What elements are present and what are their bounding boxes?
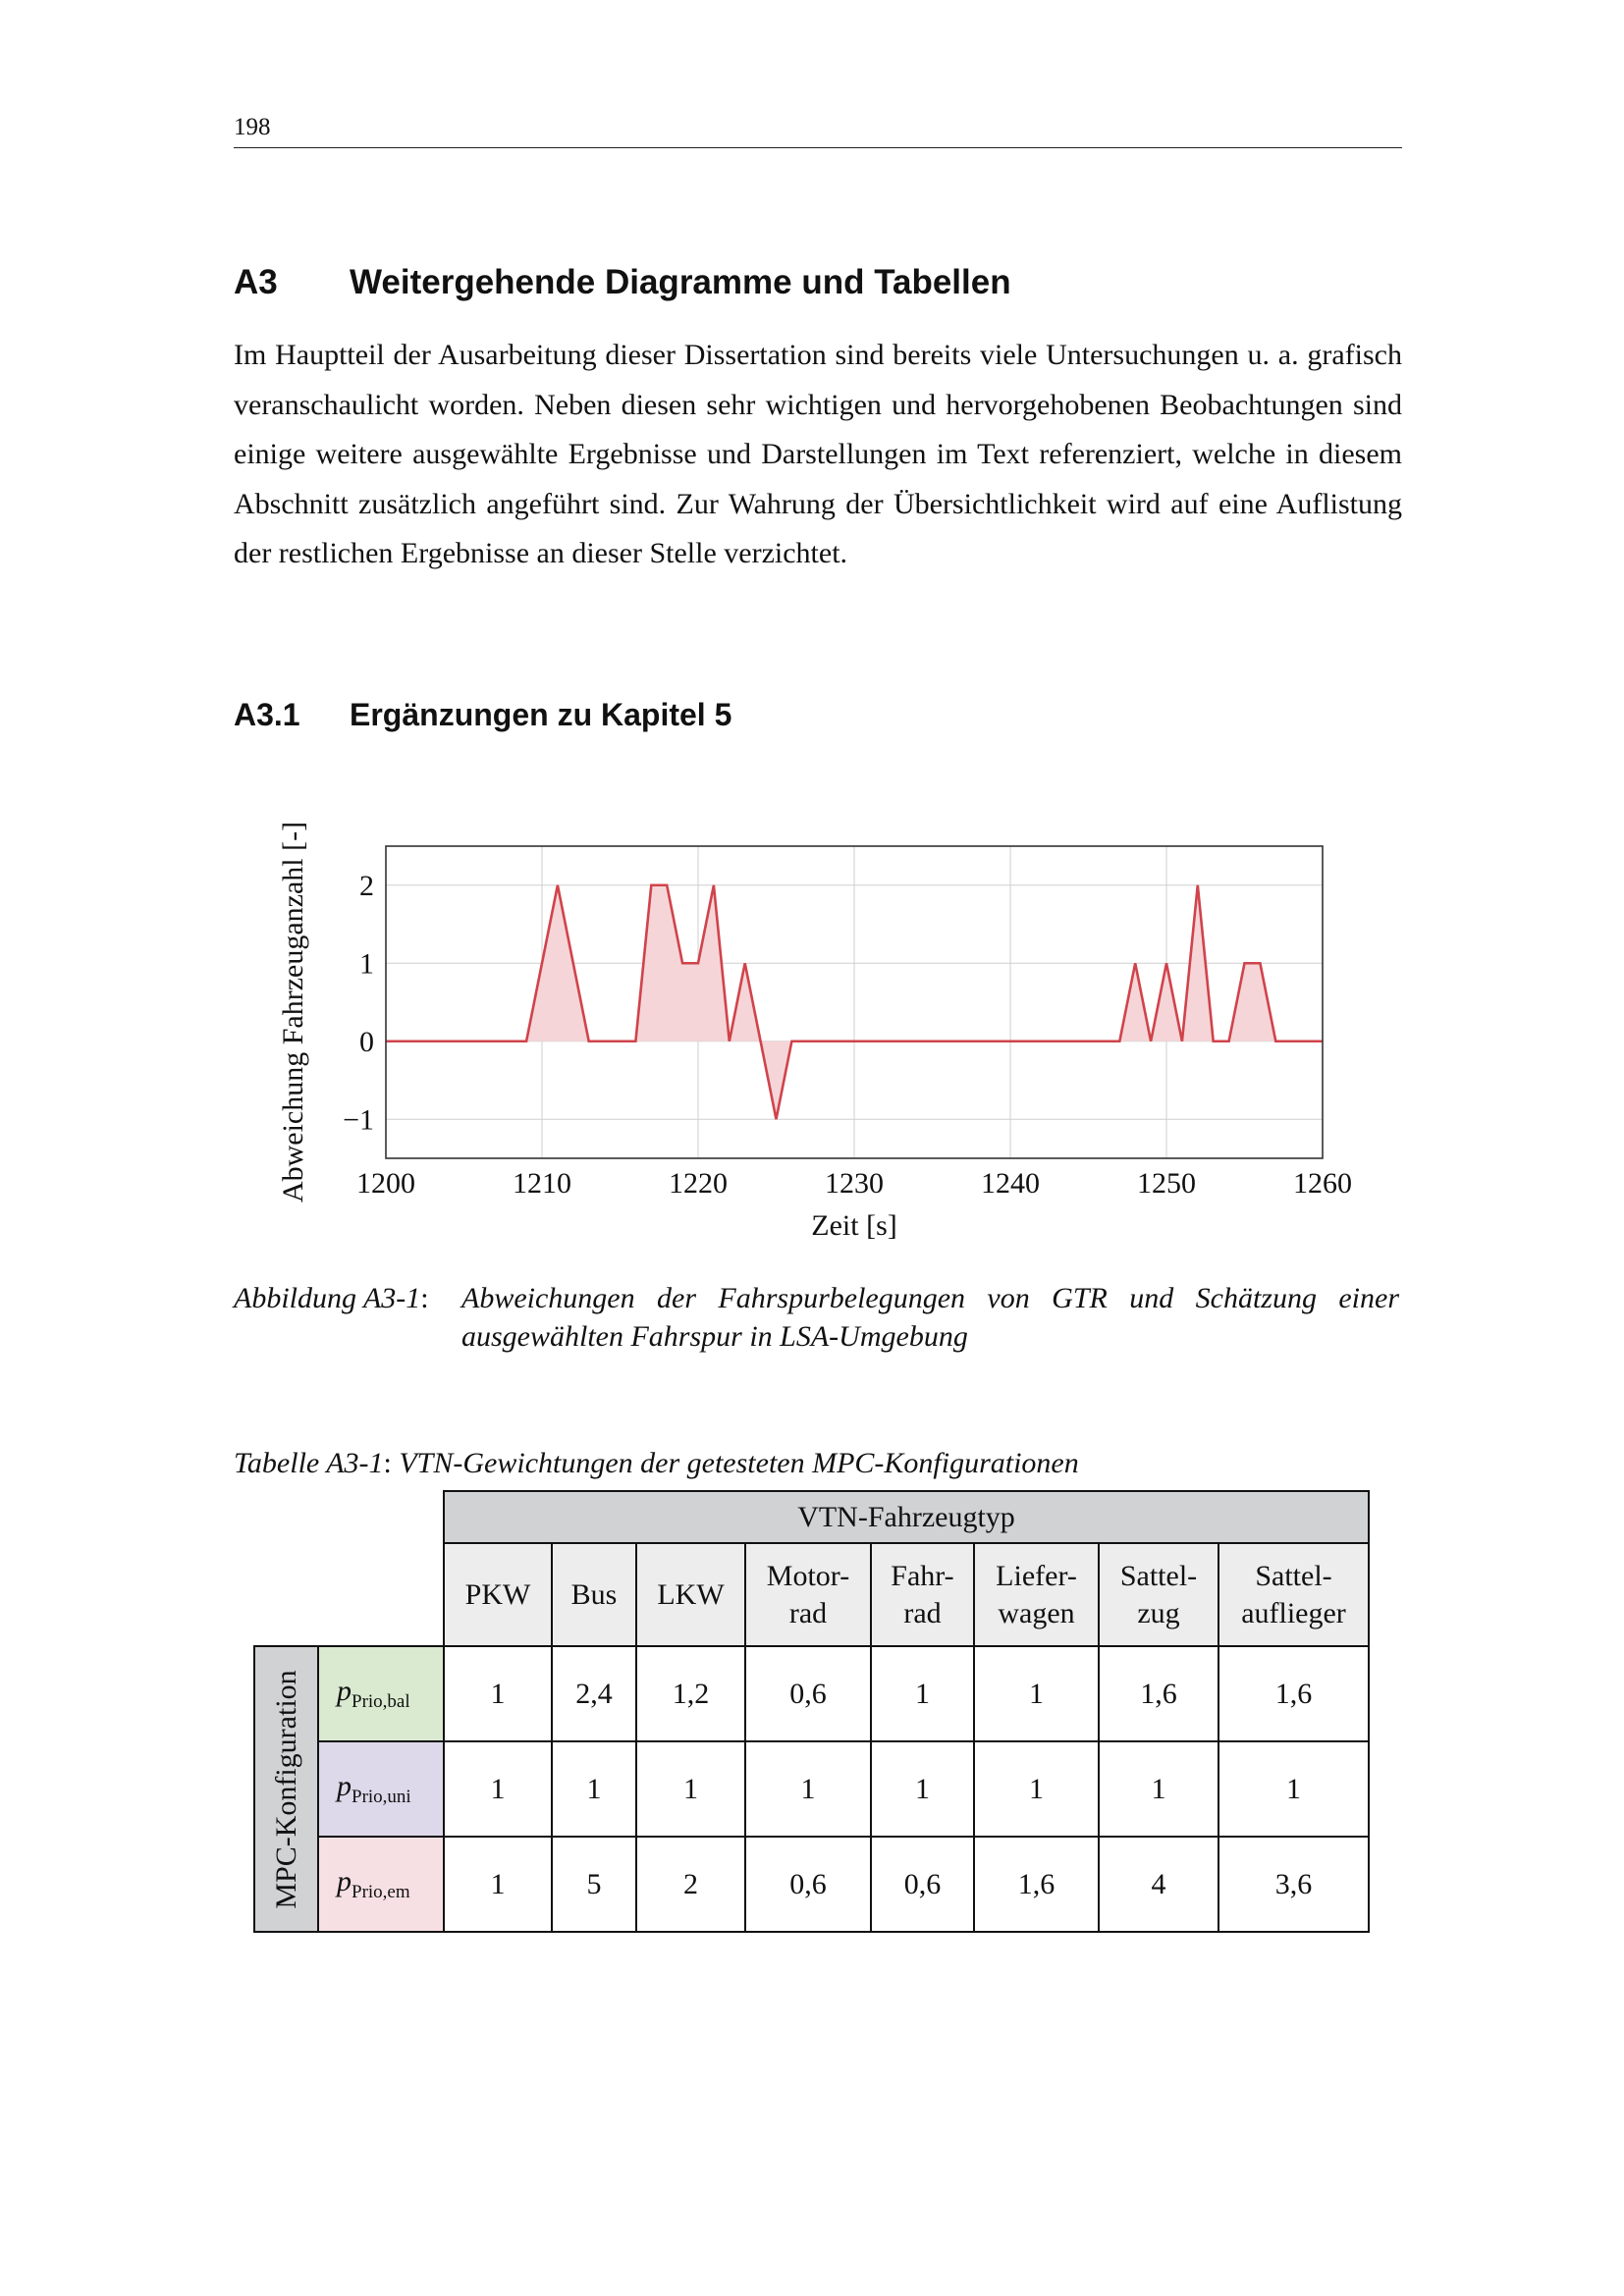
x-tick-label: 1250 (1137, 1167, 1196, 1200)
row-label-uni: $p_{Prio,uni}$ (318, 1741, 444, 1837)
subsection-title: Ergänzungen zu Kapitel 5 (350, 697, 732, 732)
row-label-bal: $p_{Prio,bal}$ (318, 1646, 444, 1741)
x-tick-label: 1220 (669, 1167, 728, 1200)
table-row (254, 1837, 1369, 1932)
table-cell: 2 (636, 1837, 745, 1932)
x-tick-labels (356, 1167, 1352, 1200)
section-number: A3 (234, 263, 278, 301)
x-tick-label: 1260 (1293, 1167, 1352, 1200)
table-cell: 2,4 (552, 1646, 636, 1741)
section-title: Weitergehende Diagramme und Tabellen (350, 263, 1011, 301)
figure-caption: Abbildung A3-1: Abweichungen der Fahrspurbelegungen von GTR und Schätzung einer ausgewählten Fahrspur in LSA-Umgebung (234, 1279, 1402, 1356)
table-cell: 3,6 (1218, 1837, 1369, 1932)
group-header: VTN-Fahrzeugtyp (444, 1491, 1369, 1543)
x-tick-label: 1230 (825, 1167, 884, 1200)
section-heading (234, 263, 1011, 302)
table-cell: 1,2 (636, 1646, 745, 1741)
y-tick-label: 2 (359, 869, 374, 902)
col-header-lieferwagen: Liefer- wagen (974, 1543, 1099, 1646)
deviation-chart (255, 775, 1375, 1247)
table-cell: 1 (871, 1741, 974, 1837)
table-cell: 0,6 (745, 1646, 871, 1741)
col-header-bus: Bus (552, 1543, 636, 1646)
table-cell: 5 (552, 1837, 636, 1932)
row-label-em: $p_{Prio,em}$ (318, 1837, 444, 1932)
table-cell: 1 (444, 1741, 552, 1837)
table-cell: 1,6 (1099, 1646, 1218, 1741)
y-axis-label: Abweichung Fahrzeuganzahl [-] (277, 821, 309, 1203)
table-cell: 1 (1099, 1741, 1218, 1837)
col-header-sattelauflieger: Sattel- auflieger (1218, 1543, 1369, 1646)
subsection-heading (234, 697, 731, 733)
chart-grid (386, 846, 1323, 1158)
table-cell: 4 (1099, 1837, 1218, 1932)
table-cell: 1 (444, 1646, 552, 1741)
y-tick-label: 1 (359, 947, 374, 981)
table-cell: 1 (1218, 1741, 1369, 1837)
table-row (254, 1646, 1369, 1741)
table-cell: 0,6 (745, 1837, 871, 1932)
col-header-motorrad: Motor- rad (745, 1543, 871, 1646)
figure-text: Abweichungen der Fahrspurbelegungen von GTR und Schätzung einer ausgewählten Fahrspur in LSA-Umgebung (461, 1282, 1399, 1353)
col-header-fahrrad: Fahr- rad (871, 1543, 974, 1646)
table-cell: 1 (871, 1646, 974, 1741)
x-tick-label: 1210 (513, 1167, 571, 1200)
col-header-pkw: PKW (444, 1543, 552, 1646)
table-cell: 1 (974, 1646, 1099, 1741)
x-tick-label: 1200 (356, 1167, 415, 1200)
figure-label: Abbildung A3-1 (234, 1282, 421, 1314)
table-cell: 1 (974, 1741, 1099, 1837)
table-cell: 1 (552, 1741, 636, 1837)
intro-paragraph: Im Hauptteil der Ausarbeitung dieser Dissertation sind bereits viele Untersuchungen u. a. grafisch veranschaulicht worden. Neben diesen sehr wichtigen und hervorgehobenen Beobachtungen sind einige weitere ausgewählte Ergebnisse und Darstellungen im Text referenziert, welche in diesem Abschnitt zusätzlich angeführt sind. Zur Wahrung der Übersichtlichkeit wird auf eine Auflistung der restlichen Ergebnisse an dieser Stelle verzichtet. (234, 339, 1402, 569)
side-header: MPC-Konfiguration (254, 1646, 318, 1932)
x-axis-label: Zeit [s] (811, 1209, 897, 1242)
table-cell: 0,6 (871, 1837, 974, 1932)
y-tick-label: 0 (359, 1025, 374, 1058)
table-cell: 1,6 (1218, 1646, 1369, 1741)
table-cell: 1 (745, 1741, 871, 1837)
subsection-number: A3.1 (234, 697, 300, 732)
y-tick-labels (343, 870, 374, 1137)
table-cell: 1 (636, 1741, 745, 1837)
table-row (254, 1741, 1369, 1837)
table-caption: Tabelle A3-1: VTN-Gewichtungen der getesteten MPC-Konfigurationen (234, 1447, 1079, 1479)
page-number: 198 (234, 114, 271, 140)
col-header-lkw: LKW (636, 1543, 745, 1646)
table-label: Tabelle A3-1 (234, 1447, 384, 1479)
table-cell: 1,6 (974, 1837, 1099, 1932)
x-tick-label: 1240 (981, 1167, 1040, 1200)
page-header (234, 110, 1402, 148)
weights-table (253, 1490, 1370, 1933)
col-header-sattelzug: Sattel- zug (1099, 1543, 1218, 1646)
table-cell: 1 (444, 1837, 552, 1932)
y-tick-label: −1 (343, 1103, 374, 1137)
table-text: VTN-Gewichtungen der getesteten MPC-Konfigurationen (399, 1447, 1079, 1479)
